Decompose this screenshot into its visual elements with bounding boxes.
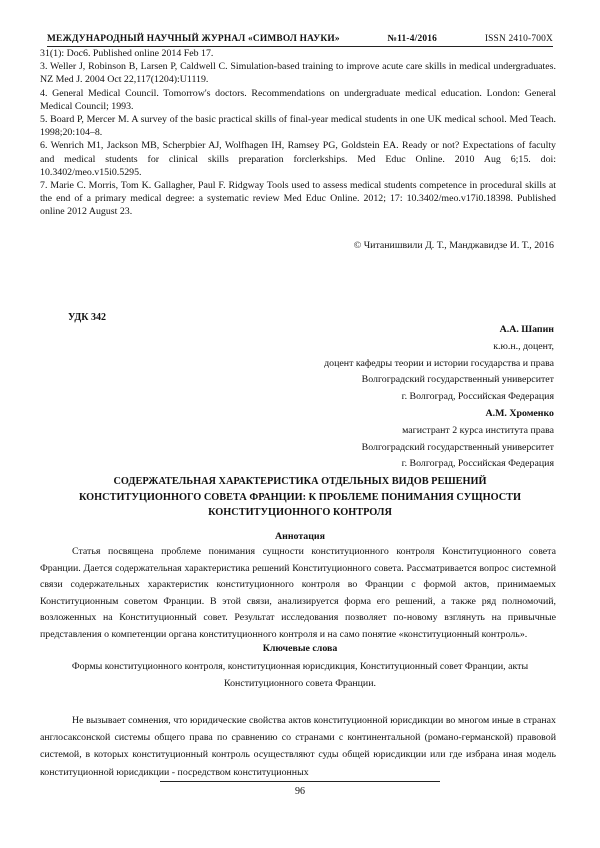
copyright-line: © Читанишвили Д. Т., Манджавидзе И. Т., 2016 <box>353 240 554 251</box>
page-number: 96 <box>295 786 305 797</box>
author-affiliation-line: г. Волгоград, Российская Федерация <box>401 391 554 403</box>
author-affiliation-line: Волгоградский государственный университет <box>361 374 554 386</box>
reference-item: 6. Wenrich M1, Jackson MB, Scherpbier AJ, Wolfhagen IH, Ramsey PG, Goldstein EA. Ready or not? Expectations of faculty and medical students for clinical skills preparation forclerkships. Med Educ Online. 2010 Aug 6;15. doi: 10.3402/meo.v15i0.5295. <box>40 140 556 178</box>
journal-name: МЕЖДУНАРОДНЫЙ НАУЧНЫЙ ЖУРНАЛ «СИМВОЛ НАУКИ» <box>47 34 340 44</box>
running-header <box>47 34 553 44</box>
reference-item: 5. Board P, Mercer M. A survey of the basic practical skills of final-year medical students in one UK medical school. Med Teach. 1998;20:104–8. <box>40 114 556 139</box>
author-affiliation-line: г. Волгоград, Российская Федерация <box>401 458 554 470</box>
author-affiliation-line: Волгоградский государственный университет <box>361 441 554 453</box>
author-affiliation-line: доцент кафедры теории и истории государства и права <box>324 357 554 369</box>
author-affiliation-line: магистрант 2 курса института права <box>402 424 554 436</box>
reference-list <box>40 47 556 219</box>
issn: ISSN 2410-700X <box>484 34 553 44</box>
article-title <box>40 474 560 521</box>
keywords-heading: Ключевые слова <box>262 643 338 654</box>
reference-item: 31(1): Doc6. Published online 2014 Feb 17. <box>40 48 214 59</box>
issue-number: №11-4/2016 <box>387 34 437 44</box>
title-line: СОДЕРЖАТЕЛЬНАЯ ХАРАКТЕРИСТИКА ОТДЕЛЬНЫХ ВИДОВ РЕШЕНИЙ <box>113 476 487 487</box>
abstract-text: Статья посвящена проблеме понимания сущности конституционного контроля Конституционного совета Франции. Дается содержательная характеристика решений Конституционного совета. Рассматривается вопрос системной связи содержательных характеристик конституционного контроля во Франции с формой актов, принимаемых Конституционным советом Франции. В этой связи, анализируется форма его решений, а также ряд полномочий, возложенных на Конституционный совет. Результат исследования позволяет по-новому взглянуть на привычные представления о компетенции органа конституционного контроля и на само понятие «конституционный контроль». <box>40 546 556 640</box>
footer-divider <box>160 781 440 782</box>
author-name: А.М. Хроменко <box>485 407 554 419</box>
body-paragraph: Не вызывает сомнения, что юридические свойства актов конституционной юрисдикции во многом иные в странах англосаксонской системы общего права по сравнению со странами с континентальной (романо-германской) правовой системой, в которых конституционный контроль осуществляют суды общей юрисдикции или где избрана иная модель конституционной юрисдикции - посредством конституционных <box>40 715 556 778</box>
title-line: КОНСТИТУЦИОННОГО СОВЕТА ФРАНЦИИ: К ПРОБЛЕМЕ ПОНИМАНИЯ СУЩНОСТИ <box>78 491 522 503</box>
reference-item: 4. General Medical Council. Tomorrow's doctors. Recommendations on undergraduate medical education. London: General Medical Council; 1993. <box>40 87 556 112</box>
reference-item: 7. Marie C. Morris, Tom K. Gallagher, Paul F. Ridgway Tools used to assess medical students competence in procedural skills at the end of a primary medical degree: a systematic review Med Educ Online. 2012; 17: 10.3402/meo.v17i0.18398. Published online 2012 August 23. <box>40 180 556 218</box>
udk-code: УДК 342 <box>68 312 106 323</box>
author-affiliation-line: к.ю.н., доцент, <box>493 340 554 352</box>
title-line: КОНСТИТУЦИОННОГО КОНТРОЛЯ <box>208 507 392 518</box>
abstract-heading: Аннотация <box>275 531 325 542</box>
author-name: А.А. Шапин <box>499 324 554 335</box>
keywords-text: Формы конституционного контроля, конституционная юрисдикция, Конституционный совет Франции, акты Конституционного совета Франции. <box>71 661 529 689</box>
author-block <box>194 322 554 473</box>
reference-item: 3. Weller J, Robinson B, Larsen P, Caldwell C. Simulation-based training to improve acute care skills in medical undergraduates. NZ Med J. 2004 Oct 22,117(1204):U1119. <box>40 61 556 86</box>
